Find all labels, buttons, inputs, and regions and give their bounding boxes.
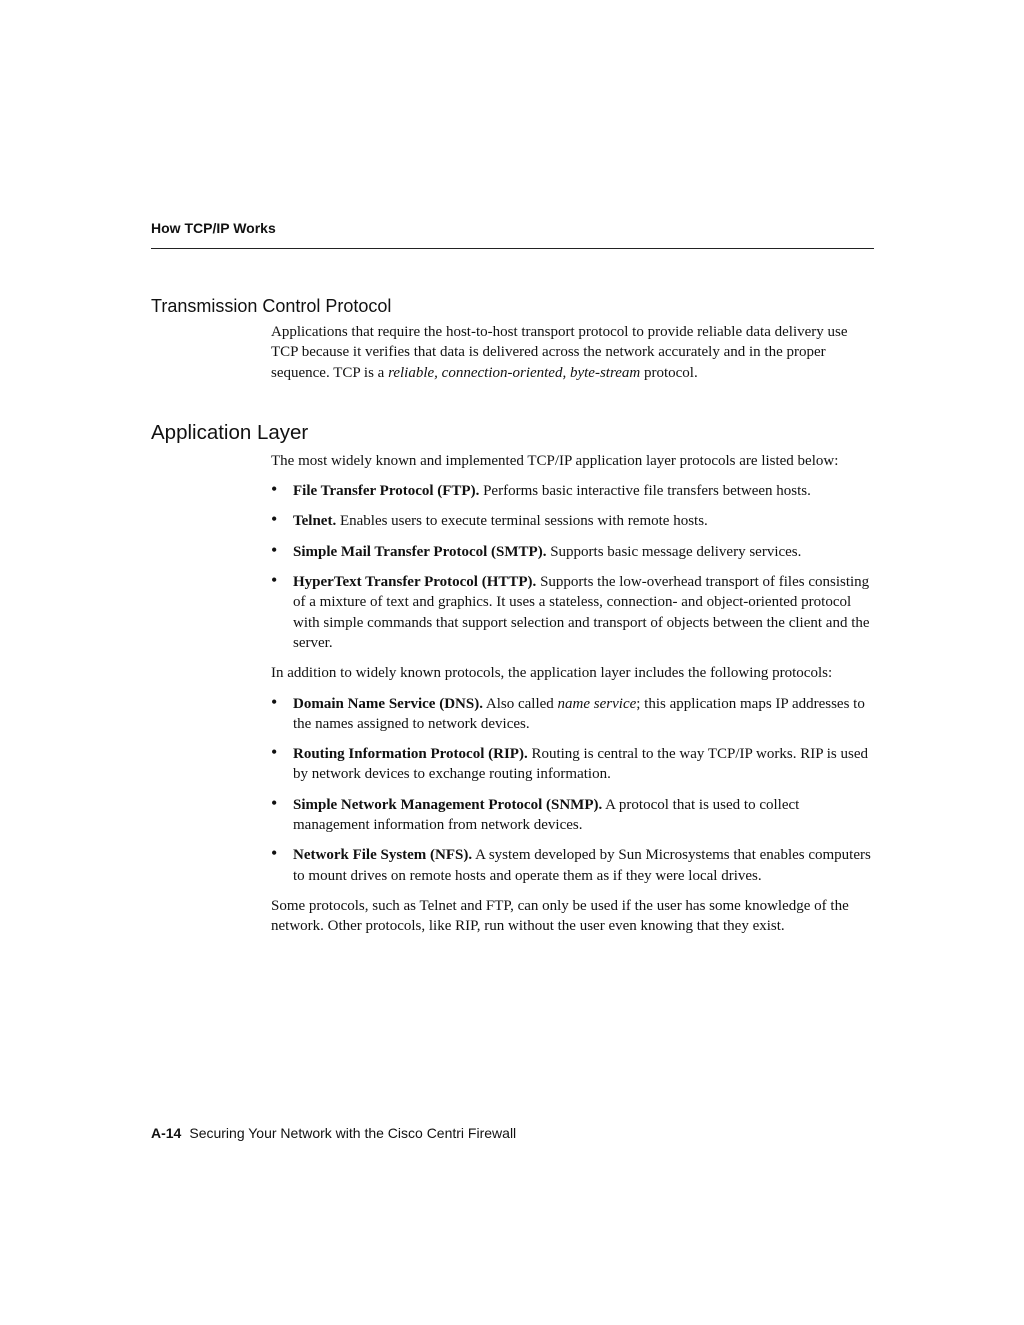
- item-desc-italic: name service: [557, 695, 637, 712]
- tcp-paragraph: [271, 322, 874, 383]
- item-desc: Also called: [482, 695, 558, 712]
- list-item-ftp: [271, 481, 874, 501]
- item-term: Telnet.: [293, 513, 337, 530]
- list-item-dns: [271, 691, 874, 735]
- application-layer-body: [271, 451, 874, 937]
- bullet-icon: •: [271, 479, 278, 500]
- item-term: Simple Mail Transfer Protocol (SMTP).: [293, 543, 547, 560]
- bullet-icon: •: [271, 843, 278, 864]
- page-footer: [151, 1125, 516, 1141]
- bullet-icon: •: [271, 570, 278, 591]
- application-layer-heading: Application Layer: [151, 420, 309, 444]
- item-term: Simple Network Management Protocol (SNMP).: [293, 796, 603, 813]
- app-middle-paragraph: In addition to widely known protocols, the application layer includes the following protocols:: [271, 665, 833, 682]
- item-desc: Supports the low-overhead transport of files consisting of a mixture of text and graphics. It uses a stateless, connection- and object-oriented protocol with simple commands that support selection and transport of objects between the client and the server.: [293, 574, 870, 651]
- item-term: Domain Name Service (DNS).: [293, 695, 483, 712]
- additional-protocols-list: [271, 691, 874, 886]
- list-item-nfs: [271, 845, 874, 886]
- list-item-http: [271, 572, 874, 653]
- page-content: [151, 294, 874, 947]
- running-head: How TCP/IP Works: [151, 220, 276, 236]
- item-desc: ; this application maps IP addresses to the names assigned to network devices.: [293, 695, 865, 732]
- header-rule: [151, 248, 874, 249]
- item-term: File Transfer Protocol (FTP).: [293, 483, 480, 500]
- bullet-icon: •: [271, 509, 278, 530]
- book-title: Securing Your Network with the Cisco Centri Firewall: [189, 1125, 517, 1141]
- item-desc: A protocol that is used to collect management information from network devices.: [293, 796, 800, 834]
- bullet-icon: •: [271, 792, 278, 813]
- item-desc: Supports basic message delivery services.: [546, 543, 802, 560]
- tcp-paragraph-italic: reliable, connection-oriented, byte-stream: [388, 364, 641, 381]
- tcp-heading: Transmission Control Protocol: [151, 296, 392, 316]
- item-desc: A system developed by Sun Microsystems that enables computers to mount drives on remote hosts and operate them as if they were local drives.: [293, 847, 871, 884]
- list-item-rip: [271, 744, 874, 785]
- page-number: A-14: [151, 1125, 182, 1141]
- tcp-paragraph-text-2: protocol.: [640, 364, 698, 381]
- list-item-snmp: [271, 792, 874, 836]
- item-term: HyperText Transfer Protocol (HTTP).: [293, 574, 537, 591]
- common-protocols-list: [271, 481, 874, 653]
- tcp-paragraph-text-1: Applications that require the host-to-host transport protocol to provide reliable data delivery use TCP because it verifies that data is delivered across the network accurately and in the proper sequence. TCP is a: [271, 324, 848, 381]
- tcp-body: [271, 322, 874, 383]
- item-desc: Routing is central to the way TCP/IP works. RIP is used by network devices to exchange routing information.: [293, 746, 868, 783]
- bullet-icon: •: [271, 539, 278, 560]
- item-desc: Enables users to execute terminal sessions with remote hosts.: [336, 513, 708, 530]
- bullet-icon: •: [271, 742, 278, 763]
- bullet-icon: •: [271, 691, 278, 712]
- app-intro: The most widely known and implemented TCP/IP application layer protocols are listed below:: [271, 452, 839, 469]
- list-item-smtp: [271, 539, 874, 562]
- list-item-telnet: [271, 511, 874, 531]
- item-desc: Performs basic interactive file transfers between hosts.: [479, 483, 811, 500]
- app-closing-paragraph: Some protocols, such as Telnet and FTP, can only be used if the user has some knowledge of the network. Other protocols, like RIP, run without the user even knowing that they exist.: [271, 897, 849, 935]
- item-term: Network File System (NFS).: [293, 847, 473, 864]
- item-term: Routing Information Protocol (RIP).: [293, 746, 528, 763]
